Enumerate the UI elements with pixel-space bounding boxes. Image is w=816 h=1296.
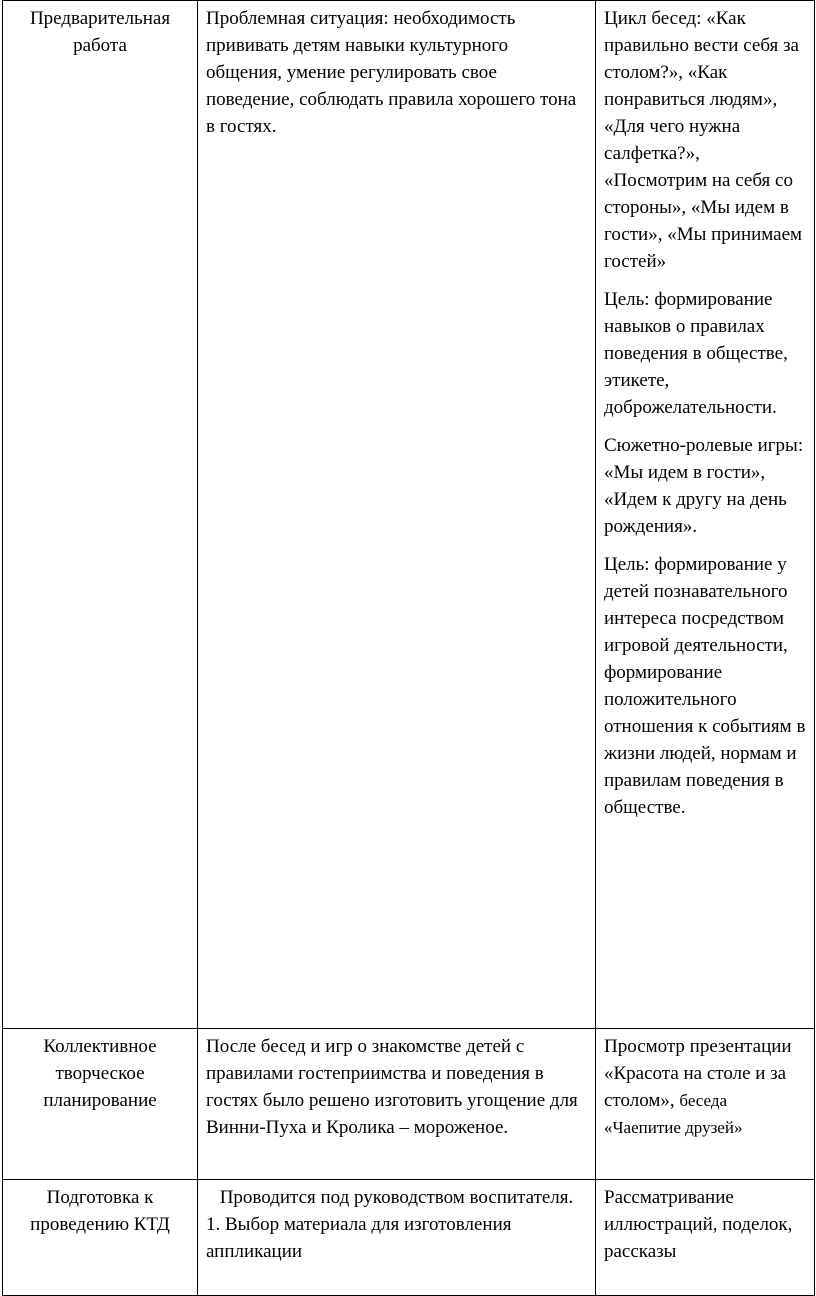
content-cell <box>198 1 596 1029</box>
stage-label: Предварительная работа <box>29 8 171 56</box>
table-row <box>3 1029 815 1180</box>
activity-text: Цель: формирование у детей познавательного интереса посредством игровой деятельности, формирование положительного отношения к событиям в жизни людей, нормам и правилам поведения в обществе. <box>604 554 806 818</box>
content-heading: Проводится под руководством воспитателя. <box>219 1187 574 1208</box>
content-cell <box>198 1029 596 1180</box>
stage-label: Подготовка к проведению КТД <box>30 1187 170 1235</box>
activity-text: Рассматривание иллюстраций, поделок, рассказы <box>604 1187 793 1262</box>
stage-cell <box>3 1029 198 1180</box>
content-cell <box>198 1180 596 1296</box>
activity-text: Просмотр презентации «Красота на столе и за столом», <box>604 1036 792 1111</box>
stage-cell <box>3 1180 198 1296</box>
activities-cell <box>596 1180 815 1296</box>
content-text: 1. Выбор материала для изготовления аппликации <box>206 1214 512 1262</box>
table-row <box>3 1 815 1029</box>
stage-cell <box>3 1 198 1029</box>
activity-text: Цель: формирование навыков о правилах поведения в обществе, этикете, доброжелательности. <box>604 289 788 418</box>
content-text: После бесед и игр о знакомстве детей с правилами гостеприимства и поведения в гостях было решено изготовить угощение для Винни-Пуха и Кролика – мороженое. <box>206 1036 578 1138</box>
activity-text: Сюжетно-ролевые игры: «Мы идем в гости», «Идем к другу на день рождения». <box>604 435 804 537</box>
activity-text-small: беседа «Чаепитие друзей» <box>604 1091 743 1137</box>
content-text: Проблемная ситуация: необходимость прививать детям навыки культурного общения, умение регулировать свое поведение, соблюдать правила хорошего тона в гостях. <box>206 8 577 137</box>
activities-cell <box>596 1029 815 1180</box>
activities-cell <box>596 1 815 1029</box>
plan-table <box>2 0 815 1296</box>
stage-label: Коллективное творческое планирование <box>43 1036 157 1111</box>
table-row <box>3 1180 815 1296</box>
activity-text: Цикл бесед: «Как правильно вести себя за столом?», «Как понравиться людям», «Для чего нужна салфетка?», «Посмотрим на себя со стороны», «Мы идем в гости», «Мы принимаем гостей» <box>604 8 803 272</box>
